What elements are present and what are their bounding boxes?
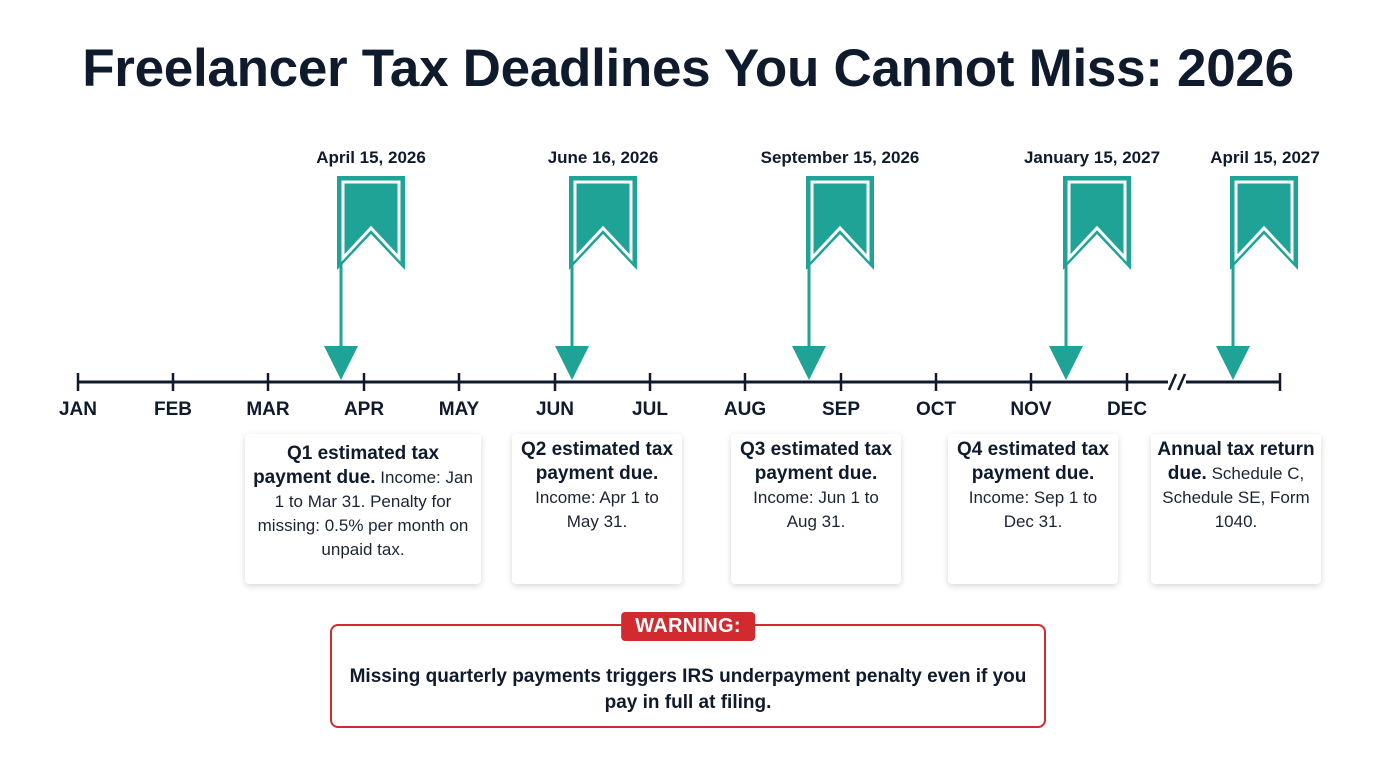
marker-arrowhead	[792, 346, 826, 380]
month-label-feb: FEB	[154, 399, 192, 420]
month-label-aug: AUG	[723, 399, 767, 420]
deadline-date-q1: April 15, 2026	[316, 148, 426, 167]
warning-badge: WARNING:	[621, 612, 755, 641]
bookmark-flag-icon	[569, 176, 637, 270]
card-body: Income: Sep 1 to Dec 31.	[968, 488, 1098, 531]
card-body: Schedule C, Schedule SE, Form 1040.	[1162, 464, 1310, 531]
card-lead: Q1 estimated tax payment due.	[253, 443, 440, 488]
card-lead: Q2 estimated tax payment due.	[520, 439, 674, 484]
card-body: Income: Apr 1 to May 31.	[535, 488, 659, 531]
month-label-nov: NOV	[1010, 399, 1052, 420]
month-label-dec: DEC	[1106, 399, 1148, 420]
deadline-card-q2	[512, 434, 682, 584]
marker-arrowhead	[1049, 346, 1083, 380]
card-lead: Q4 estimated tax payment due.	[956, 439, 1110, 484]
month-label-may: MAY	[438, 399, 480, 420]
bookmark-flag-icon	[337, 176, 405, 270]
card-body: Income: Jun 1 to Aug 31.	[753, 488, 879, 531]
marker-arrowhead	[555, 346, 589, 380]
deadline-date-q2: June 16, 2026	[547, 148, 659, 167]
timeline-axis	[78, 373, 1280, 391]
bookmark-flag-icon	[1063, 176, 1131, 270]
marker-arrowhead	[324, 346, 358, 380]
page-title: Freelancer Tax Deadlines You Cannot Miss: 2026	[82, 39, 1294, 98]
deadline-card-q3	[731, 434, 901, 584]
month-label-jun: JUN	[535, 399, 574, 420]
month-label-jul: JUL	[632, 399, 668, 420]
warning-box	[330, 615, 1046, 728]
month-label-jan: JAN	[58, 399, 97, 420]
axis-break-mark	[1169, 374, 1176, 390]
deadline-date-q3: September 15, 2026	[760, 148, 920, 167]
card-body: Income: Jan 1 to Mar 31. Penalty for missing: 0.5% per month on unpaid tax.	[257, 468, 473, 559]
deadline-date-q4: January 15, 2027	[1023, 148, 1161, 167]
warning-text: Missing quarterly payments triggers IRS underpayment penalty even if you pay in full at filing.	[349, 666, 1027, 713]
month-label-oct: OCT	[915, 399, 957, 420]
card-lead: Q3 estimated tax payment due.	[739, 439, 893, 484]
deadline-card-q4	[948, 434, 1118, 584]
deadline-date-annual: April 15, 2027	[1210, 148, 1320, 167]
deadline-markers	[324, 176, 1298, 380]
marker-arrowhead	[1216, 346, 1250, 380]
month-label-mar: MAR	[246, 399, 290, 420]
deadline-card-q1	[245, 434, 481, 584]
axis-break-mark	[1178, 374, 1185, 390]
bookmark-flag-icon	[1230, 176, 1298, 270]
bookmark-flag-icon	[806, 176, 874, 270]
month-label-apr: APR	[343, 399, 385, 420]
card-lead: Annual tax return due.	[1157, 439, 1315, 484]
deadline-card-annual	[1151, 434, 1321, 584]
month-label-sep: SEP	[821, 399, 861, 420]
